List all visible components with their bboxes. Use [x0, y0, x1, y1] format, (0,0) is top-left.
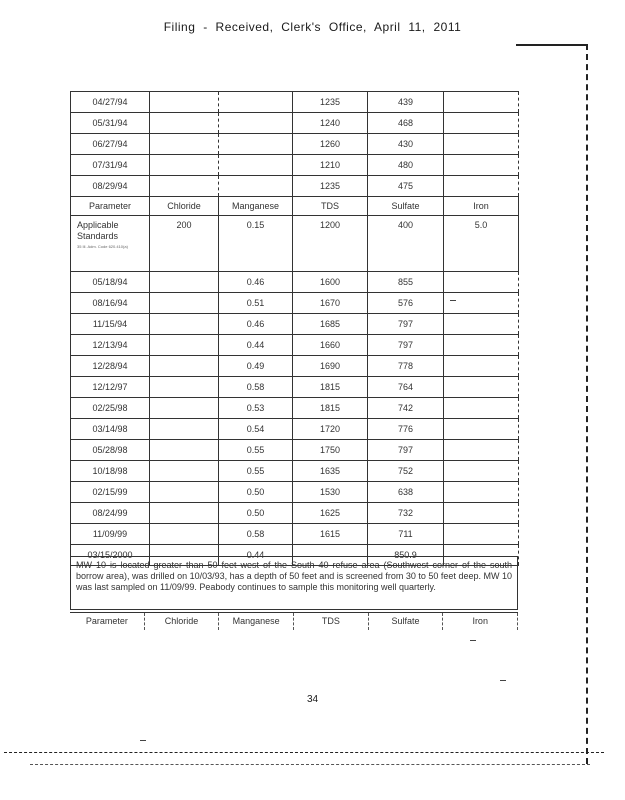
row-sulfate: 711: [368, 524, 444, 545]
row-iron: [444, 524, 519, 545]
standard-chloride: 200: [150, 216, 219, 272]
page-frame-top: [516, 44, 588, 46]
row-date: 03/15/2000: [71, 545, 150, 566]
row-iron: [444, 503, 519, 524]
table-row: [71, 92, 519, 113]
row-iron: [444, 482, 519, 503]
continued-header-cell: Manganese: [219, 613, 294, 630]
row-tds: 1615: [293, 524, 368, 545]
row-manganese: 0.50: [219, 482, 293, 503]
header-sulfate: Sulfate: [368, 197, 444, 216]
top-rows: [71, 92, 519, 197]
header-row: [71, 197, 519, 216]
row-manganese: [219, 92, 293, 113]
row-chloride: [150, 134, 219, 155]
row-date: 08/29/94: [71, 176, 150, 197]
row-iron: [444, 398, 519, 419]
row-sulfate: 797: [368, 335, 444, 356]
table-row: [71, 113, 519, 134]
row-date: 08/24/99: [71, 503, 150, 524]
row-tds: 1210: [293, 155, 368, 176]
page-frame-bottom: [4, 752, 604, 753]
sample-rows: [71, 272, 519, 566]
row-date: 02/25/98: [71, 398, 150, 419]
row-sulfate: 778: [368, 356, 444, 377]
row-iron: [444, 272, 519, 293]
row-manganese: [219, 155, 293, 176]
row-iron: [444, 293, 519, 314]
scan-speck: [500, 680, 506, 681]
row-date: 06/27/94: [71, 134, 150, 155]
header-tds: TDS: [293, 197, 368, 216]
row-iron: [444, 134, 519, 155]
row-iron: [444, 419, 519, 440]
row-manganese: 0.54: [219, 419, 293, 440]
row-iron: [444, 314, 519, 335]
page-number: 34: [306, 694, 319, 705]
row-tds: 1625: [293, 503, 368, 524]
row-chloride: [150, 293, 219, 314]
row-sulfate: 468: [368, 113, 444, 134]
row-date: 12/28/94: [71, 356, 150, 377]
scan-speck: [470, 640, 476, 641]
row-date: 03/14/98: [71, 419, 150, 440]
header-chloride: Chloride: [150, 197, 219, 216]
row-sulfate: 752: [368, 461, 444, 482]
table-row: [71, 134, 519, 155]
page-frame-right: [586, 44, 588, 764]
row-sulfate: 776: [368, 419, 444, 440]
page-frame-bottom-inner: [30, 764, 590, 765]
table-row: [71, 482, 519, 503]
row-tds: 1235: [293, 176, 368, 197]
row-tds: 1600: [293, 272, 368, 293]
row-tds: 1685: [293, 314, 368, 335]
standards-label-text: Applicable Standards: [77, 220, 119, 241]
row-manganese: 0.58: [219, 524, 293, 545]
table-row: [71, 440, 519, 461]
row-sulfate: 576: [368, 293, 444, 314]
row-iron: [444, 155, 519, 176]
row-manganese: 0.44: [219, 335, 293, 356]
row-sulfate: 439: [368, 92, 444, 113]
table-row: [71, 155, 519, 176]
row-iron: [444, 176, 519, 197]
row-manganese: 0.44: [219, 545, 293, 566]
standard-sulfate: 400: [368, 216, 444, 272]
row-tds: 1530: [293, 482, 368, 503]
row-sulfate: 480: [368, 155, 444, 176]
row-tds: 1635: [293, 461, 368, 482]
row-chloride: [150, 92, 219, 113]
row-chloride: [150, 419, 219, 440]
row-sulfate: 742: [368, 398, 444, 419]
row-date: 11/09/99: [71, 524, 150, 545]
row-chloride: [150, 461, 219, 482]
table-row: [71, 398, 519, 419]
row-chloride: [150, 524, 219, 545]
standards-row: [71, 216, 519, 272]
row-sulfate: 797: [368, 440, 444, 461]
table-row: [71, 293, 519, 314]
well-description-note: MW 10 is located greater than 50 feet west of the South 40 refuse area (Southwest corner of the south borrow area), was drilled on 10/03/93, has a depth of 50 feet and is screened from 30 to 50 feet deep. MW 10 was last sampled on 11/09/99. Peabody continues to sample this monitoring well quarterly.: [70, 556, 518, 610]
row-tds: 1690: [293, 356, 368, 377]
table-row: [71, 314, 519, 335]
row-chloride: [150, 314, 219, 335]
row-tds: 1750: [293, 440, 368, 461]
row-chloride: [150, 335, 219, 356]
row-date: 07/31/94: [71, 155, 150, 176]
filing-stamp: Filing - Received, Clerk's Office, April 11, 2011: [163, 20, 462, 34]
row-chloride: [150, 440, 219, 461]
scan-speck: [140, 740, 146, 741]
row-sulfate: 638: [368, 482, 444, 503]
row-manganese: 0.55: [219, 440, 293, 461]
row-date: 12/12/97: [71, 377, 150, 398]
row-chloride: [150, 113, 219, 134]
continued-header-cell: Iron: [443, 613, 518, 630]
table-row: [71, 524, 519, 545]
row-date: 05/28/98: [71, 440, 150, 461]
row-manganese: 0.55: [219, 461, 293, 482]
row-iron: [444, 440, 519, 461]
row-sulfate: 475: [368, 176, 444, 197]
standard-tds: 1200: [293, 216, 368, 272]
row-tds: 1240: [293, 113, 368, 134]
row-date: 05/18/94: [71, 272, 150, 293]
standard-iron: 5.0: [444, 216, 519, 272]
table-row: [71, 503, 519, 524]
table-row: [71, 419, 519, 440]
row-chloride: [150, 482, 219, 503]
row-sulfate: 732: [368, 503, 444, 524]
row-sulfate: 855: [368, 272, 444, 293]
table-row: [71, 356, 519, 377]
row-manganese: [219, 176, 293, 197]
row-sulfate: 764: [368, 377, 444, 398]
standard-manganese: 0.15: [219, 216, 293, 272]
row-manganese: [219, 134, 293, 155]
row-tds: 1720: [293, 419, 368, 440]
row-chloride: [150, 176, 219, 197]
row-sulfate: 797: [368, 314, 444, 335]
row-date: 02/15/99: [71, 482, 150, 503]
row-manganese: [219, 113, 293, 134]
table-row: [71, 461, 519, 482]
row-chloride: [150, 377, 219, 398]
row-manganese: 0.50: [219, 503, 293, 524]
row-manganese: 0.46: [219, 272, 293, 293]
row-manganese: 0.46: [219, 314, 293, 335]
row-tds: 1660: [293, 335, 368, 356]
standards-note: 35 Ill. Adm. Code 620.410(a): [77, 244, 128, 249]
row-sulfate: 850.9: [368, 545, 444, 566]
row-chloride: [150, 356, 219, 377]
row-iron: [444, 335, 519, 356]
row-manganese: 0.53: [219, 398, 293, 419]
row-chloride: [150, 398, 219, 419]
standards-label: [71, 216, 150, 272]
row-date: 10/18/98: [71, 461, 150, 482]
continued-header-row: [70, 612, 518, 630]
table-row: [71, 176, 519, 197]
header-parameter: Parameter: [71, 197, 150, 216]
row-sulfate: 430: [368, 134, 444, 155]
row-manganese: 0.51: [219, 293, 293, 314]
continued-header-cell: Sulfate: [369, 613, 444, 630]
row-date: 05/31/94: [71, 113, 150, 134]
row-iron: [444, 113, 519, 134]
row-date: 12/13/94: [71, 335, 150, 356]
continued-header-cell: TDS: [294, 613, 369, 630]
row-date: 11/15/94: [71, 314, 150, 335]
continued-header-cell: Chloride: [145, 613, 220, 630]
row-date: 04/27/94: [71, 92, 150, 113]
row-manganese: 0.49: [219, 356, 293, 377]
row-chloride: [150, 503, 219, 524]
row-tds: 1815: [293, 398, 368, 419]
table-row: [71, 272, 519, 293]
table-row: [71, 335, 519, 356]
continued-header-cell: Parameter: [70, 613, 145, 630]
water-quality-table: [70, 91, 519, 566]
row-chloride: [150, 272, 219, 293]
row-tds: 1815: [293, 377, 368, 398]
row-tds: 1670: [293, 293, 368, 314]
row-manganese: 0.58: [219, 377, 293, 398]
scan-speck: [450, 300, 456, 301]
row-iron: [444, 356, 519, 377]
row-chloride: [150, 155, 219, 176]
row-date: 08/16/94: [71, 293, 150, 314]
row-iron: [444, 461, 519, 482]
table-row: [71, 377, 519, 398]
header-manganese: Manganese: [219, 197, 293, 216]
row-tds: 1235: [293, 92, 368, 113]
header-iron: Iron: [444, 197, 519, 216]
row-iron: [444, 92, 519, 113]
row-tds: 1260: [293, 134, 368, 155]
row-iron: [444, 377, 519, 398]
